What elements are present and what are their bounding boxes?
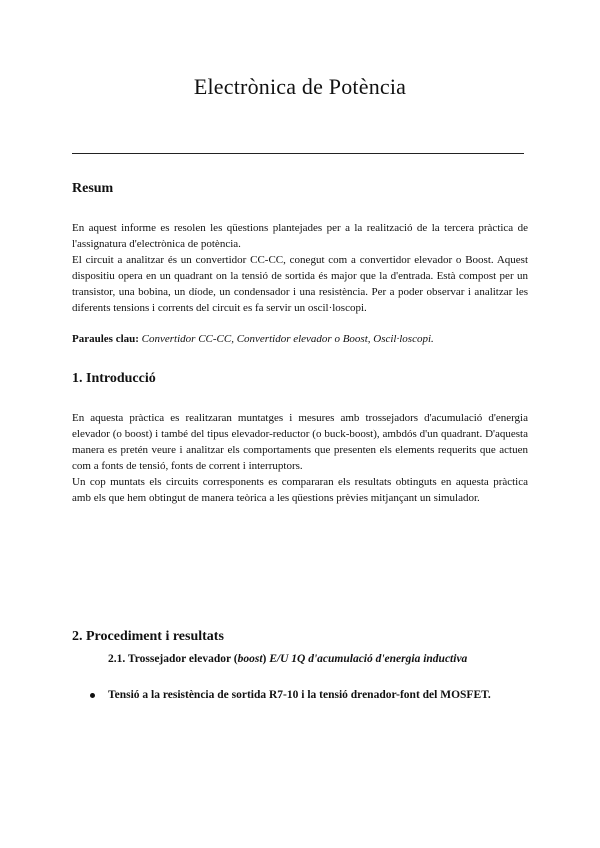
- subsection-italic-word: boost: [237, 653, 263, 665]
- subsection-heading: [108, 653, 467, 665]
- keywords-label: Paraules clau:: [72, 333, 139, 345]
- abstract-paragraph-2: El circuit a analitzar és un convertidor CC-CC, conegut com a convertidor elevador o Boost. Aquest dispositiu opera en un quadrant on la tensió de sortida és major que la d'entrada. Està compost per un transistor, una bobina, un díode, un condensador i una resistència. Per a poder observar i analitzar les diferents tensions i corrents del circuit es fa servir un oscil·loscopi.: [72, 254, 528, 314]
- procedure-heading: 2. Procediment i resultats: [72, 629, 224, 644]
- bullet-item: [90, 689, 491, 701]
- introduction-paragraph-2: Un cop muntats els circuits corresponents es compararan els resultats obtinguts en aquesta pràctica amb els que hem obtingut de manera teòrica a les qüestions prèvies mitjançant un simulador.: [72, 476, 528, 504]
- subsection-italic-rest: E/U 1Q d'acumulació d'energia inductiva: [269, 653, 468, 665]
- subsection-prefix: 2.1. Trossejador elevador (: [108, 653, 238, 665]
- introduction-paragraph-1: En aquesta pràctica es realitzaran muntatges i mesures amb trossejadors d'acumulació d'energia elevador (o boost) i també del tipus elevador-reductor (o buck-boost), ambdós d'un quadrant. D'aquesta manera es pretén veure i analitzar els comportaments que presenten els elements requerits que actuen com a fonts de tensió, fonts de corrent i interruptors.: [72, 412, 528, 472]
- keywords: [72, 333, 434, 345]
- bullet-dot-icon: [90, 693, 95, 698]
- bullet-text: Tensió a la resistència de sortida R7-10 i la tensió drenador-font del MOSFET.: [108, 689, 491, 701]
- abstract-paragraph-1: En aquest informe es resolen les qüestions plantejades per a la realització de la tercera pràctica de l'assignatura d'electrònica de potència.: [72, 222, 528, 250]
- document-title: Electrònica de Potència: [193, 74, 407, 99]
- subsection-middle: ): [262, 653, 270, 665]
- title-divider: [72, 153, 524, 154]
- abstract-heading: Resum: [72, 181, 114, 196]
- keywords-list: Convertidor CC-CC, Convertidor elevador o Boost, Oscil·loscopi.: [141, 333, 434, 345]
- introduction-heading: 1. Introducció: [72, 371, 156, 386]
